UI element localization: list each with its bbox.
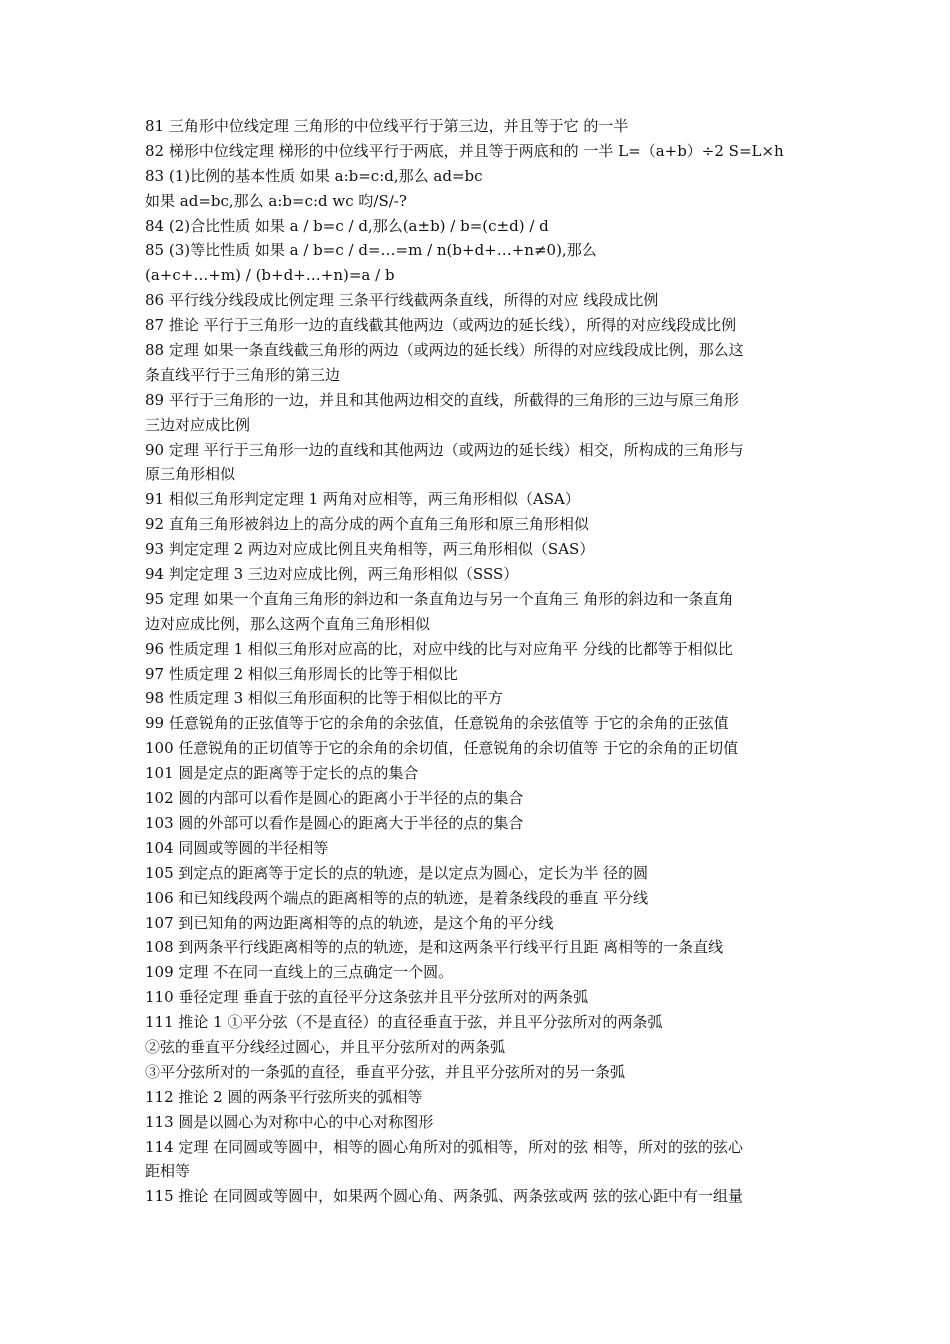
text-line: 94 判定定理 3 三边对应成比例，两三角形相似（SSS） [145, 565, 519, 584]
text-line: 83 (1)比例的基本性质 如果 a:b=c:d,那么 ad=bc [145, 166, 483, 185]
text-line: 86 平行线分线段成比例定理 三条平行线截两条直线，所得的对应 线段成比例 [145, 291, 659, 310]
text-line: 95 定理 如果一个直角三角形的斜边和一条直角边与另一个直角三 角形的斜边和一条直角 [145, 589, 734, 608]
text-line: 100 任意锐角的正切值等于它的余角的余切值，任意锐角的余切值等 于它的余角的正切值 [145, 739, 739, 758]
text-line: 112 推论 2 圆的两条平行弦所夹的弧相等 [145, 1087, 423, 1106]
text-line: 93 判定定理 2 两边对应成比例且夹角相等，两三角形相似（SAS） [145, 540, 595, 559]
text-line: 条直线平行于三角形的第三边 [145, 365, 341, 384]
text-line: 103 圆的外部可以看作是圆心的距离大于半径的点的集合 [145, 813, 524, 832]
text-line: 92 直角三角形被斜边上的高分成的两个直角三角形和原三角形相似 [145, 515, 589, 534]
text-line: 114 定理 在同圆或等圆中，相等的圆心角所对的弧相等，所对的弦 相等，所对的弦的弦心 [145, 1137, 743, 1156]
text-line: (a+c+…+m) / (b+d+…+n)=a / b [145, 266, 395, 285]
text-line: 101 圆是定点的距离等于定长的点的集合 [145, 764, 419, 783]
document-body [145, 114, 810, 1209]
text-line: 104 同圆或等圆的半径相等 [145, 838, 329, 857]
text-line: 98 性质定理 3 相似三角形面积的比等于相似比的平方 [145, 689, 503, 708]
text-line: 85 (3)等比性质 如果 a / b=c / d=…=m / n(b+d+…+n≠0),那么 [145, 241, 597, 260]
text-line: 90 定理 平行于三角形一边的直线和其他两边（或两边的延长线）相交，所构成的三角形与 [145, 440, 744, 459]
text-line: 81 三角形中位线定理 三角形的中位线平行于第三边，并且等于它 的一半 [145, 117, 629, 135]
text-line: 110 垂径定理 垂直于弦的直径平分这条弦并且平分弦所对的两条弧 [145, 988, 589, 1007]
text-line: 97 性质定理 2 相似三角形周长的比等于相似比 [145, 664, 458, 683]
text-line: 96 性质定理 1 相似三角形对应高的比，对应中线的比与对应角平 分线的比都等于相似比 [145, 639, 733, 658]
text-line: 89 平行于三角形的一边，并且和其他两边相交的直线，所截得的三角形的三边与原三角形 [145, 390, 739, 409]
text-line: 107 到已知角的两边距离相等的点的轨迹，是这个角的平分线 [145, 913, 554, 932]
text-line: 106 和已知线段两个端点的距离相等的点的轨迹，是着条线段的垂直 平分线 [145, 888, 649, 907]
text-line: 91 相似三角形判定定理 1 两角对应相等，两三角形相似（ASA） [145, 490, 580, 509]
text-line: 99 任意锐角的正弦值等于它的余角的余弦值，任意锐角的余弦值等 于它的余角的正弦值 [145, 714, 729, 733]
text-line: 109 定理 不在同一直线上的三点确定一个圆。 [145, 963, 454, 982]
text-line: ③平分弦所对的一条弧的直径，垂直平分弦，并且平分弦所对的另一条弧 [145, 1062, 626, 1081]
text-line: 87 推论 平行于三角形一边的直线截其他两边（或两边的延长线），所得的对应线段成比例 [145, 316, 737, 335]
text-line: 115 推论 在同圆或等圆中，如果两个圆心角、两条弧、两条弦或两 弦的弦心距中有一组量 [145, 1187, 743, 1206]
text-line: 113 圆是以圆心为对称中心的中心对称图形 [145, 1112, 434, 1131]
text-line: 三边对应成比例 [145, 415, 251, 434]
text-line: 距相等 [145, 1162, 191, 1181]
text-line: 105 到定点的距离等于定长的点的轨迹，是以定点为圆心，定长为半 径的圆 [145, 863, 649, 882]
text-line: 88 定理 如果一条直线截三角形的两边（或两边的延长线）所得的对应线段成比例，那么这 [145, 341, 744, 360]
text-line: 边对应成比例，那么这两个直角三角形相似 [145, 614, 431, 633]
text-line: ②弦的垂直平分线经过圆心，并且平分弦所对的两条弧 [145, 1037, 506, 1056]
text-line: 82 梯形中位线定理 梯形的中位线平行于两底，并且等于两底和的 一半 L=（a+b）÷2 S=L×h [145, 141, 784, 160]
text-line: 如果 ad=bc,那么 a:b=c:d wc 呁/S∕-? [145, 191, 407, 210]
text-line: 84 (2)合比性质 如果 a / b=c / d,那么(a±b) / b=(c±d) / d [145, 216, 549, 235]
text-line: 111 推论 1 ①平分弦（不是直径）的直径垂直于弦，并且平分弦所对的两条弧 [145, 1013, 663, 1032]
text-line: 102 圆的内部可以看作是圆心的距离小于半径的点的集合 [145, 789, 524, 808]
text-line: 原三角形相似 [145, 465, 236, 484]
text-line: 108 到两条平行线距离相等的点的轨迹，是和这两条平行线平行且距 离相等的一条直线 [145, 938, 724, 957]
